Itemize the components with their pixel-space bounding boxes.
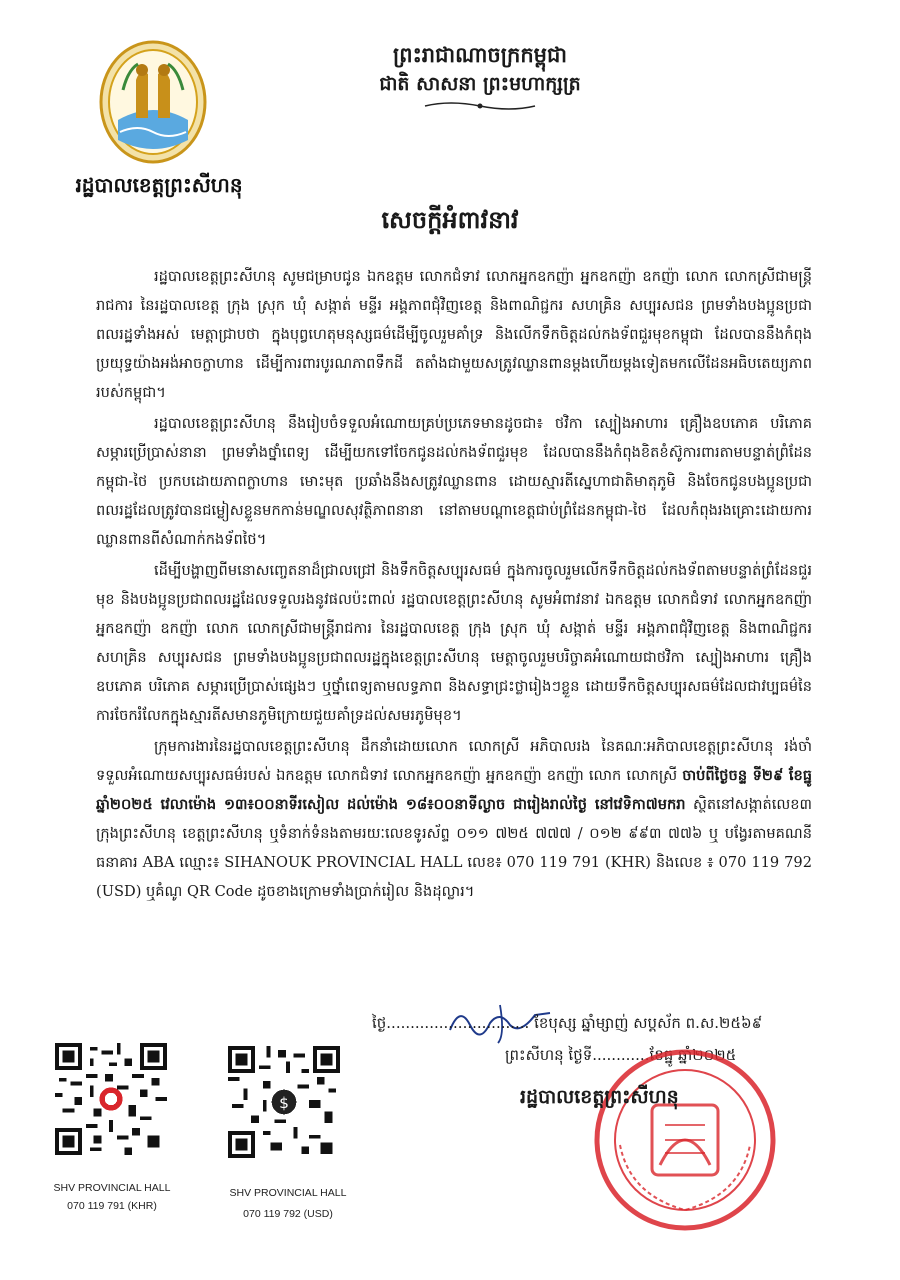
qr-account-number: 070 119 791 (KHR) xyxy=(67,1200,157,1212)
ornament-divider-icon xyxy=(420,100,540,112)
provincial-emblem-icon xyxy=(98,40,208,165)
paragraph-part: ក្រុមការងារនៃរដ្ឋបាលខេត្តព្រះសីហនុ ដឹកនាំដោយលោក លោកស្រី អភិបាលរង នៃគណៈអភិបាលខេត្តព្រះសីហនុ រង់ចាំទទួលអំណោយសប្បុរសធម៌របស់ ឯកឧត្តម លោកជំទាវ លោកអ្នកឧកញ៉ា អ្នកឧកញ៉ា ឧកញ៉ា លោក លោកស្រី xyxy=(96,738,812,784)
qr-code-usd[interactable] xyxy=(228,1046,340,1158)
document-body xyxy=(96,262,812,908)
signatory-name: រដ្ឋបាលខេត្តព្រះសីហនុ xyxy=(520,1086,679,1108)
paragraph: រដ្ឋបាលខេត្តព្រះសីហនុ សូមជម្រាបជូន ឯកឧត្តម លោកជំទាវ លោកអ្នកឧកញ៉ា អ្នកឧកញ៉ា ឧកញ៉ា លោក លោកស្រីជាមន្ត្រីរាជការ នៃរដ្ឋបាលខេត្ត ក្រុង ស្រុក ឃុំ សង្កាត់ មន្ទីរ អង្គភាពជុំវិញខេត្ត និងពាណិជ្ជករ សហគ្រិន សប្បុរសជន ព្រមទាំងបងប្អូនប្រជាពលរដ្ឋទាំងអស់ មេត្តាជ្រាបថា ក្នុងបុព្វហេតុមនុស្សធម៌ដើម្បីចូលរួមគាំទ្រ និងលើកទឹកចិត្តដល់កងទ័ពជួរមុខកម្ពុជា ដែលបាននឹងកំពុងប្រយុទ្ធយ៉ាងអង់អាចក្លាហាន ដើម្បីការពារបូរណភាពទឹកដី តតាំងជាមួយសត្រូវឈ្លានពានម្តងហើយម្តងទៀតមកលើដែនអធិបតេយ្យភាពរបស់កម្ពុជា។ xyxy=(96,268,812,401)
qr-code-khr[interactable] xyxy=(55,1043,167,1155)
lunar-date-line: ថ្ងៃ.............................. ខែបុស្ស ឆ្នាំម្សាញ់ សប្តស័ក ព.ស.២៥៦៩ xyxy=(372,1014,763,1032)
qr-label: SHV PROVINCIAL HALL xyxy=(229,1187,347,1199)
national-motto: ជាតិ សាសនា ព្រះមហាក្សត្រ xyxy=(379,73,581,95)
paragraph: ដើម្បីបង្ហាញពីមនោសញ្ចេតនាដ៏ជ្រាលជ្រៅ និងទឹកចិត្តសប្បុរសធម៌ ក្នុងការចូលរួមលើកទឹកចិត្តដល់កងទ័ពតាមបន្ទាត់ព្រំដែនជួរមុខ និងបងប្អូនប្រជាពលរដ្ឋដែលទទួលរងនូវផលប៉ះពាល់ រដ្ឋបាលខេត្តព្រះសីហនុ សូមអំពាវនាវ ឯកឧត្តម លោកជំទាវ លោកអ្នកឧកញ៉ា អ្នកឧកញ៉ា ឧកញ៉ា លោក លោកស្រីជាមន្ត្រីរាជការ នៃរដ្ឋបាលខេត្ត ក្រុង ស្រុក ឃុំ សង្កាត់ មន្ទីរ អង្គភាពជុំវិញខេត្ត និងពាណិជ្ជករ សហគ្រិន សប្បុរសជន ព្រមទាំងបងប្អូនប្រជាពលរដ្ឋក្នុងខេត្តព្រះសីហនុ មេត្តាចូលរួមបរិច្ចាគអំណោយជាថវិកា ស្បៀងអាហារ គ្រឿងឧបភោគ បរិភោគ សម្ភារប្រើប្រាស់ផ្សេងៗ ឬថ្នាំពេទ្យតាមលទ្ធភាព និងសទ្ធាជ្រះថ្លារៀងៗខ្លួន ដោយទឹកចិត្តសប្បុរសធម៌ដែលជាវប្បធម៌នៃការចែករំលែកក្នុងស្មារតីសមានភូមិក្រោយជួយគាំទ្រដល់សមរភូមិមុខ។ xyxy=(96,562,812,724)
official-seal-icon xyxy=(590,1045,780,1235)
paragraph-part: ស្ថិតនៅសង្កាត់លេខ៣ ក្រុងព្រះសីហនុ ខេត្តព្រះសីហនុ ឬទំនាក់ទំនងតាមរយៈលេខទូរស័ព្ទ ០១១ ៧២៥ ៧៧៧ / ០១២ ៩៩៣ ៧៧៦ ឬ បង្វែរតាមគណនីធនាគារ ABA ឈ្មោះ៖ SIHANOUK PROVINCIAL HALL លេខ៖ 070 119 791 (KHR) និងលេខ ៖ 070 119 792 (USD) ឬគំណូ QR Code ដូចខាងក្រោមទាំងប្រាក់រៀល និងដុល្លារ។ xyxy=(96,796,812,900)
paragraph: រដ្ឋបាលខេត្តព្រះសីហនុ នឹងរៀបចំទទួលអំណោយគ្រប់ប្រភេទមានដូចជា៖ ថវិកា ស្បៀងអាហារ គ្រឿងឧបភោគ បរិភោគ សម្ភារប្រើប្រាស់នានា ព្រមទាំងថ្នាំពេទ្យ ដើម្បីយកទៅចែកជូនដល់កងទ័ពជួរមុខ ដែលបាននឹងកំពុងខិតខំស៊ូការពារតាមបន្ទាត់ព្រំដែនកម្ពុជា-ថៃ ប្រកបដោយភាពក្លាហាន មោះមុត ប្រឆាំងនឹងសត្រូវឈ្លានពាន ដោយស្មារតីស្នេហាជាតិមាតុភូមិ និងចែកជូនបងប្អូនប្រជាពលរដ្ឋដែលត្រូវបានជម្លៀសខ្លួនមកកាន់មណ្ឌលសុវត្ថិភាពនានា នៅតាមបណ្តាខេត្តជាប់ព្រំដែនកម្ពុជា-ថៃ ដែលកំពុងរងគ្រោះដោយការឈ្លានពានពីសំណាក់កងទ័ពថៃ។ xyxy=(96,415,812,548)
svg-text:$: $ xyxy=(279,1093,289,1112)
paragraph-contact xyxy=(96,732,812,906)
document-title: សេចក្តីអំពាវនាវ xyxy=(381,205,519,234)
organization-name: រដ្ឋបាលខេត្តព្រះសីហនុ xyxy=(75,173,243,197)
qr-label: SHV PROVINCIAL HALL xyxy=(53,1182,171,1194)
kingdom-heading: ព្រះរាជាណាចក្រកម្ពុជា xyxy=(392,42,567,67)
qr-account-number: 070 119 792 (USD) xyxy=(243,1208,333,1220)
solar-date-line: ព្រះសីហនុ ថ្ងៃទី............ខែធ្នូ ឆ្នាំ២០២៥ xyxy=(505,1046,737,1064)
schedule-text: ចាប់ពីថ្ងៃចន្ទ ទី២៩ ខែធ្នូ ឆ្នាំ២០២៥ វេលាម៉ោង ១៣៖០០នាទីរសៀល ដល់ម៉ោង ១៨៖០០នាទីល្ងាច ជារៀងរាល់ថ្ងៃ នៅវេទិកា៧មករា xyxy=(96,767,813,813)
